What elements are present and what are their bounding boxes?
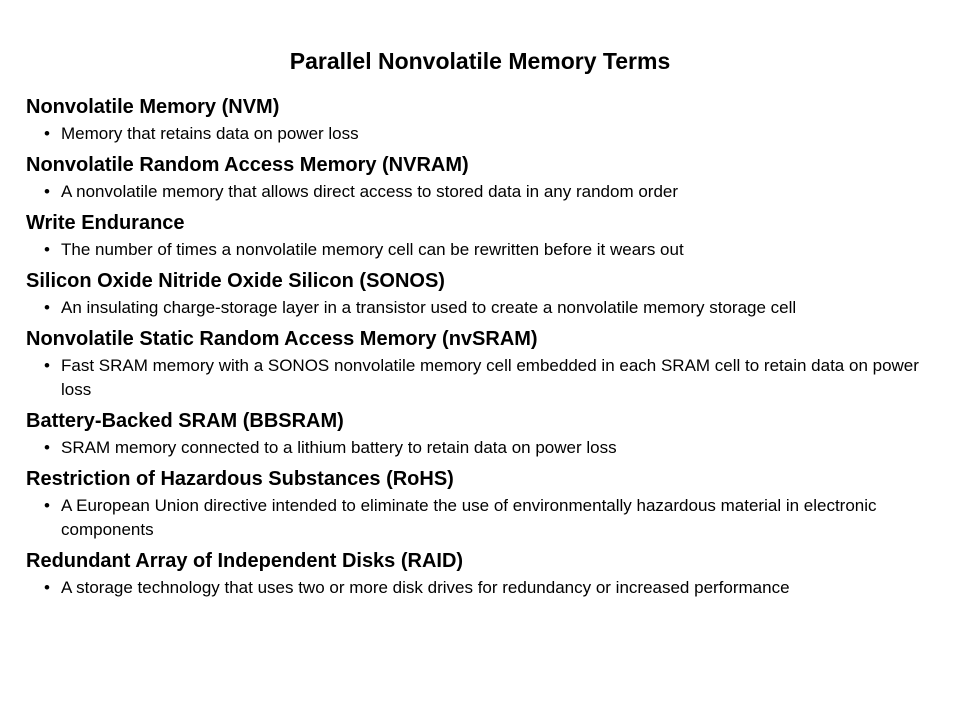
term-name: Restriction of Hazardous Substances (RoHS): [26, 468, 454, 490]
term-name: Nonvolatile Random Access Memory (NVRAM): [26, 154, 469, 176]
term-name: Nonvolatile Static Random Access Memory (nvSRAM): [26, 328, 538, 350]
term-definition: [26, 436, 926, 460]
term-definition: [26, 238, 926, 262]
term-definition: [26, 354, 926, 402]
term-name: Battery-Backed SRAM (BBSRAM): [26, 410, 344, 432]
term-definition-text: An insulating charge-storage layer in a transistor used to create a nonvolatile memory storage cell: [61, 298, 797, 317]
term-definition: [26, 122, 926, 146]
term-definition: [26, 576, 926, 600]
term-name: Write Endurance: [26, 212, 185, 234]
term-definition-text: SRAM memory connected to a lithium battery to retain data on power loss: [61, 438, 617, 457]
term-item: [26, 150, 926, 204]
term-definition: [26, 180, 926, 204]
term-definition-text: A nonvolatile memory that allows direct access to stored data in any random order: [61, 182, 679, 201]
term-definition-text: Memory that retains data on power loss: [61, 124, 359, 143]
term-definition-text: The number of times a nonvolatile memory cell can be rewritten before it wears out: [61, 240, 684, 259]
bullet-icon: •: [44, 240, 50, 259]
bullet-icon: •: [44, 182, 50, 201]
bullet-icon: •: [44, 578, 50, 597]
term-item: [26, 208, 926, 262]
term-name: Redundant Array of Independent Disks (RAID): [26, 550, 464, 572]
bullet-icon: •: [44, 124, 50, 143]
bullet-icon: •: [44, 496, 50, 515]
term-definition: [26, 296, 926, 320]
bullet-icon: •: [44, 356, 50, 375]
term-item: [26, 546, 926, 600]
term-definition-text: A European Union directive intended to eliminate the use of environmentally hazardous material in electronic components: [61, 496, 877, 539]
term-item: [26, 464, 926, 542]
bullet-icon: •: [44, 438, 50, 457]
term-item: [26, 324, 926, 402]
term-item: [26, 406, 926, 460]
term-definition-text: Fast SRAM memory with a SONOS nonvolatile memory cell embedded in each SRAM cell to retain data on power loss: [61, 356, 919, 399]
term-definition: [26, 494, 926, 542]
term-name: Nonvolatile Memory (NVM): [26, 96, 280, 118]
term-item: [26, 92, 926, 146]
term-name: Silicon Oxide Nitride Oxide Silicon (SONOS): [26, 270, 445, 292]
term-list: [26, 92, 926, 604]
bullet-icon: •: [44, 298, 50, 317]
term-definition-text: A storage technology that uses two or more disk drives for redundancy or increased performance: [61, 578, 790, 597]
term-item: [26, 266, 926, 320]
slide-title: Parallel Nonvolatile Memory Terms: [289, 48, 671, 74]
